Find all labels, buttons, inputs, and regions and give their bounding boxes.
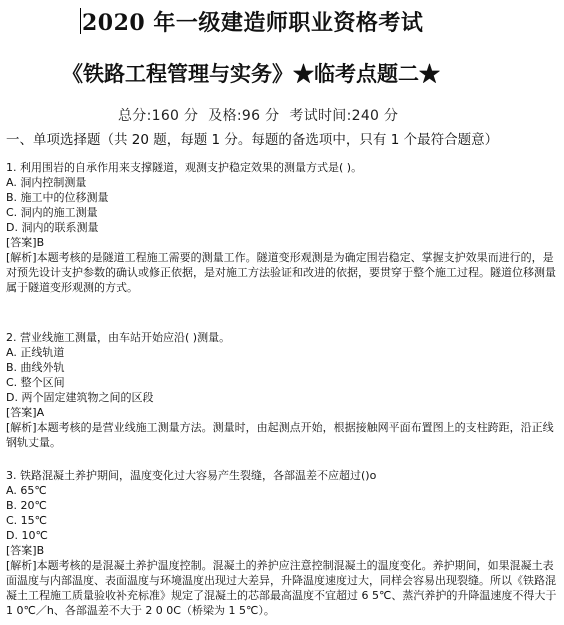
option-b: B. 施工中的位移测量: [6, 191, 109, 204]
document-title: 2020 年一级建造师职业资格考试: [82, 10, 424, 36]
question-stem: 1. 利用围岩的自承作用来支撑隧道，观测支护稳定效果的测量方式是( )。: [6, 161, 363, 174]
option-b: B. 曲线外轨: [6, 361, 65, 374]
option-c: C. 洞内的施工测量: [6, 206, 98, 219]
exam-time: 考试时间:240 分: [289, 108, 399, 124]
option-a: A. 65℃: [6, 484, 47, 497]
section-title: 一、单项选择题（共 20 题，每题 1 分。每题的备选项中，只有 1 个最符合题意）: [6, 132, 499, 148]
option-a: A. 洞内控制测量: [6, 176, 87, 189]
question-stem: 2. 营业线施工测量，由车站开始应沿( )测量。: [6, 331, 231, 344]
question-block: [6, 330, 558, 450]
option-b: B. 20℃: [6, 499, 47, 512]
answer: [答案]B: [6, 544, 45, 557]
option-c: C. 15℃: [6, 514, 48, 527]
question-block: [6, 160, 558, 295]
option-d: D. 洞内的联系测量: [6, 221, 99, 234]
analysis: [解析]本题考核的是隧道工程施工需要的测量工作。隧道变形观测是为确定围岩稳定、掌握支护效果而进行的，是对预先设计支护参数的确认或修正依据，是对施工方法验证和改进的依据，要贯穿于整个施工过程。隧道位移测量属于隧道变形观测的方式。: [6, 251, 556, 294]
answer: [答案]B: [6, 236, 45, 249]
text-cursor: [80, 8, 81, 34]
total-score: 总分:160 分: [118, 108, 199, 124]
analysis: [解析]本题考核的是营业线施工测量方法。测量时，由起测点开始，根据接触网平面布置图上的支柱跨距，沿正线钢轨丈量。: [6, 421, 554, 449]
option-d: D. 两个固定建筑物之间的区段: [6, 391, 154, 404]
answer: [答案]A: [6, 406, 45, 419]
question-stem: 3. 铁路混凝土养护期间，温度变化过大容易产生裂缝，各部温差不应超过()o: [6, 469, 377, 482]
exam-info: [118, 105, 408, 125]
pass-score: 及格:96 分: [208, 108, 280, 124]
option-c: C. 整个区间: [6, 376, 65, 389]
option-d: D. 10℃: [6, 529, 48, 542]
question-block: [6, 468, 558, 618]
document-subtitle: 《铁路工程管理与实务》★临考点题二★: [62, 61, 440, 86]
analysis: [解析]本题考核的是混凝土养护温度控制。混凝土的养护应注意控制混凝土的温度变化。养护期间，如果混凝土表面温度与内部温度、表面温度与环境温度出现过大差异，升降温度速度过大，同样会容易出现裂缝。所以《铁路混凝土工程施工质量验收补充标准》规定了混凝土的芯部最高温度不宜超过 6 5℃、蒸汽养护的升降温速度不得大于 1 0℃／h、各部温差不大于 2 0 0C（桥梁为 1 5℃）。: [6, 559, 557, 617]
option-a: A. 正线轨道: [6, 346, 65, 359]
